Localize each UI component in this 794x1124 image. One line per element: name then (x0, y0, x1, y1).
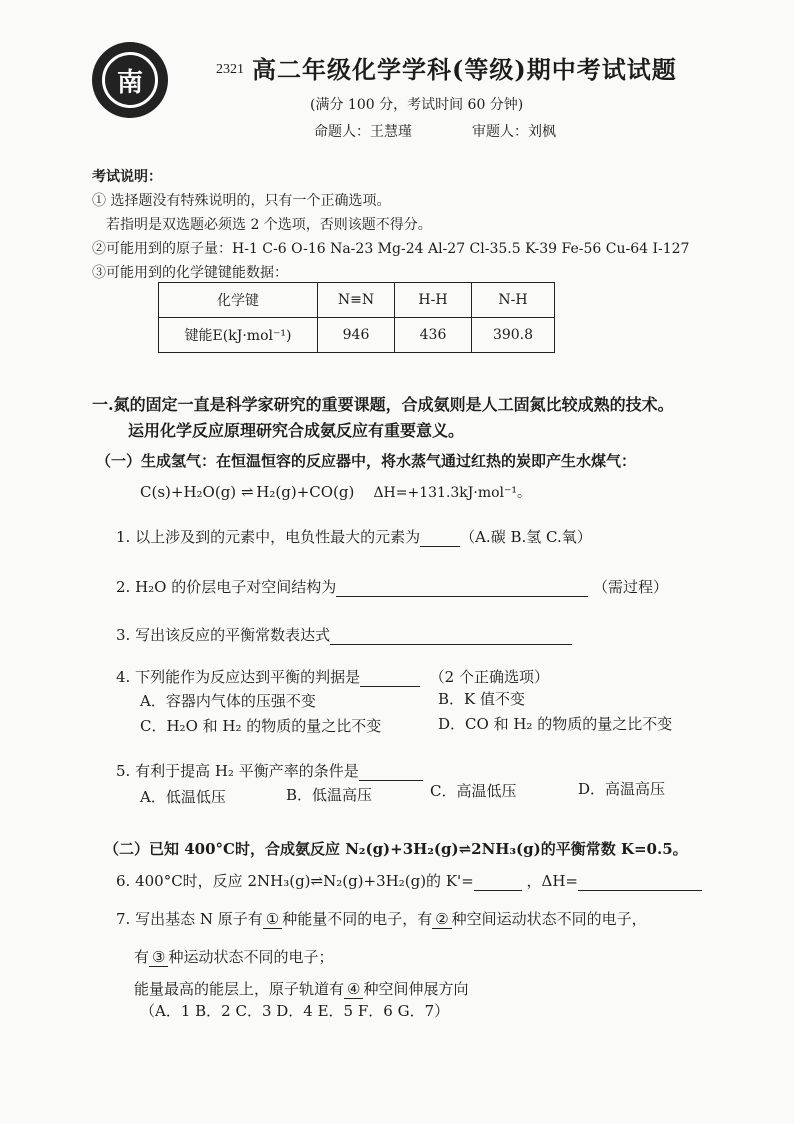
question-5 (116, 760, 423, 781)
table-header-cell: H-H (395, 283, 472, 318)
q4-note: （2 个正确选项） (429, 668, 549, 686)
q4-option-a: A．容器内气体的压强不变 (140, 692, 316, 710)
q4-option-d: D．CO 和 H₂ 的物质的量之比不变 (438, 715, 673, 733)
question-1 (116, 526, 592, 547)
question-2 (116, 576, 668, 597)
question-4 (116, 666, 549, 687)
q5-text: 5. 有利于提高 H₂ 平衡产率的条件是 (116, 762, 359, 780)
part1-heading: （一）生成氢气：在恒温恒容的反应器中，将水蒸气通过红热的炭即产生水煤气： (96, 452, 637, 470)
school-logo (92, 42, 168, 118)
section1-intro-line2: 运用化学反应原理研究合成氨反应有重要意义。 (128, 421, 465, 440)
q3-text: 3. 写出该反应的平衡常数表达式 (116, 626, 331, 644)
bond-energy-table (158, 282, 555, 353)
q1-text: 1. 以上涉及到的元素中，电负性最大的元素为 (116, 528, 421, 546)
question-7-line2 (134, 946, 333, 967)
q5-option-c: C．高温低压 (430, 782, 517, 800)
section1-intro-line1: 一.氮的固定一直是科学家研究的重要课题，合成氨则是人工固氮比较成熟的技术。 (92, 395, 674, 414)
reviewer-label: 审题人：刘枫 (472, 124, 556, 140)
equation-enthalpy: ΔH=+131.3kJ·mol⁻¹。 (373, 485, 532, 501)
exam-subtitle: (满分 100 分，考试时间 60 分钟) (310, 97, 524, 113)
q7-text-1: 7. 写出基态 N 原子有 (116, 910, 263, 928)
q7-blank-4[interactable]: ④ (344, 980, 363, 999)
q6-text: 6. 400°C时，反应 2NH₃(g)⇌N₂(g)+3H₂(g)的 K'= (116, 872, 474, 890)
question-7-line1 (116, 908, 647, 929)
table-cell: 390.8 (472, 318, 555, 353)
instruction-1: ① 选择题没有特殊说明的，只有一个正确选项。 (92, 193, 391, 209)
instruction-1b: 若指明是双选题必须选 2 个选项，否则该题不得分。 (106, 217, 432, 233)
q5-option-d: D．高温高压 (578, 780, 666, 798)
q7-blank-3[interactable]: ③ (149, 948, 168, 967)
question-3 (116, 624, 572, 645)
q7-text-3: 种空间运动状态不同的电子， (451, 910, 647, 928)
reaction-equation (140, 482, 531, 502)
page-title: 高二年级化学学科(等级)期中考试试题 (252, 55, 677, 84)
table-header-cell: N-H (472, 283, 555, 318)
q6-separator: ，ΔH= (526, 872, 578, 890)
question-6 (116, 870, 702, 891)
instruction-3: ③可能用到的化学键键能数据： (92, 265, 288, 281)
q7-blank-2[interactable]: ② (432, 910, 451, 929)
question-7-line3 (134, 978, 468, 999)
q2-answer-blank[interactable] (336, 580, 588, 597)
q7-text-6: 能量最高的能层上，原子轨道有 (134, 980, 345, 998)
q4-option-c: C．H₂O 和 H₂ 的物质的量之比不变 (140, 717, 382, 735)
q7-blank-1[interactable]: ① (263, 910, 282, 929)
q5-option-a: A．低温低压 (140, 788, 226, 806)
q7-text-2: 种能量不同的电子，有 (282, 910, 433, 928)
instruction-2: ②可能用到的原子量：H-1 C-6 O-16 Na-23 Mg-24 Al-27 Cl-35.5 K-39 Fe-56 Cu-64 I-127 (92, 241, 690, 257)
q7-text-4: 有 (134, 948, 150, 966)
equilibrium-arrow-icon: ⇌ (240, 483, 252, 501)
table-cell: 946 (318, 318, 395, 353)
q5-option-b: B．低温高压 (286, 786, 373, 804)
instructions-heading: 考试说明： (92, 169, 162, 185)
q1-answer-blank[interactable] (420, 530, 460, 547)
table-header-cell: N≡N (318, 283, 395, 318)
q1-options: （A.碳 B.氢 C.氧） (460, 528, 592, 546)
table-header-row (159, 283, 555, 318)
q5-answer-blank[interactable] (359, 764, 423, 781)
q4-text: 4. 下列能作为反应达到平衡的判据是 (116, 668, 361, 686)
table-row (159, 318, 555, 353)
logo-text: 南 (116, 67, 143, 98)
table-row-label: 键能E(kJ·mol⁻¹) (159, 318, 318, 353)
q4-option-b: B．K 值不变 (438, 690, 525, 708)
q4-answer-blank[interactable] (360, 670, 420, 687)
q7-options: （A．1 B．2 C．3 D．4 E．5 F．6 G．7） (140, 1002, 450, 1020)
q6-dh-blank[interactable] (578, 874, 702, 891)
part2-heading: （二）已知 400°C时，合成氨反应 N₂(g)+3H₂(g)⇌2NH₃(g)的平衡常数 K=0.5。 (104, 840, 688, 858)
equation-left: C(s)+H₂O(g) (140, 483, 237, 501)
school-seal-icon (102, 52, 158, 108)
q7-text-7: 种空间伸展方向 (363, 980, 469, 998)
table-header-cell: 化学键 (159, 283, 318, 318)
q6-k-blank[interactable] (474, 874, 522, 891)
equation-right: H₂(g)+CO(g) (256, 483, 355, 501)
table-cell: 436 (395, 318, 472, 353)
q2-note: （需过程） (593, 578, 669, 596)
q3-answer-blank[interactable] (330, 628, 572, 645)
exam-code: 2321 (216, 62, 244, 77)
author-label: 命题人：王慧瑾 (314, 124, 412, 140)
q7-text-5: 种运动状态不同的电子； (168, 948, 334, 966)
q2-text: 2. H₂O 的价层电子对空间结构为 (116, 578, 337, 596)
